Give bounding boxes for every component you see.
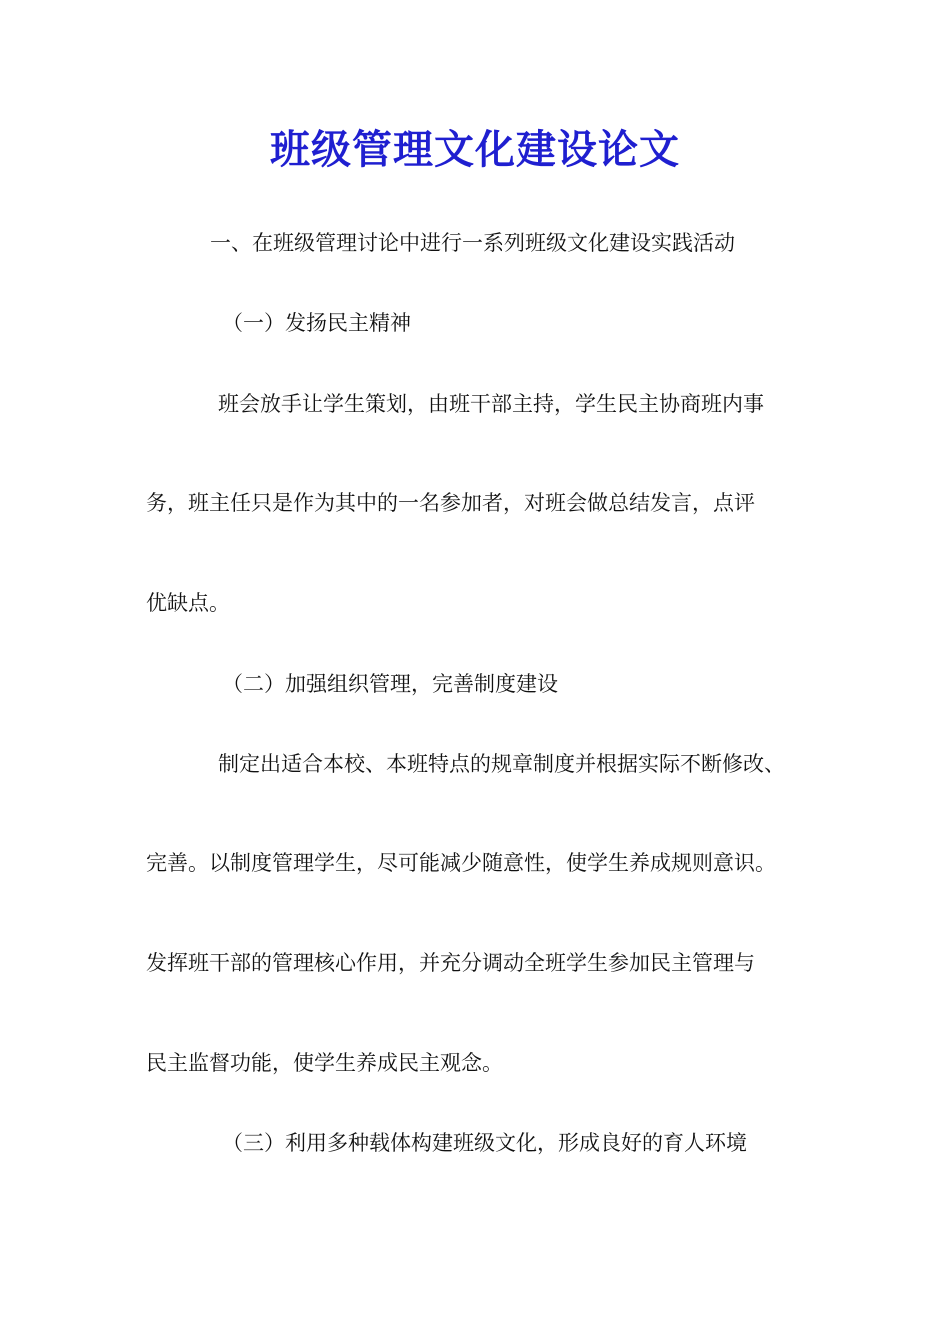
paragraph-line: 民主监督功能，使学生养成民主观念。 [146, 1051, 503, 1075]
section-heading-1: 一、在班级管理讨论中进行一系列班级文化建设实践活动 [210, 231, 735, 255]
subsection-heading-2: （二）加强组织管理，完善制度建设 [222, 672, 558, 696]
document-title: 班级管理文化建设论文 [270, 126, 680, 173]
paragraph-line: 完善。以制度管理学生，尽可能减少随意性，使学生养成规则意识。 [146, 851, 776, 875]
subsection-heading-3: （三）利用多种载体构建班级文化，形成良好的育人环境 [222, 1131, 747, 1155]
paragraph-line: 发挥班干部的管理核心作用，并充分调动全班学生参加民主管理与 [146, 951, 755, 975]
paragraph-line: 务，班主任只是作为其中的一名参加者，对班会做总结发言，点评 [146, 491, 755, 515]
paragraph-line: 班会放手让学生策划，由班干部主持，学生民主协商班内事 [218, 392, 764, 416]
paragraph-line: 制定出适合本校、本班特点的规章制度并根据实际不断修改、 [218, 752, 785, 776]
paragraph-line: 优缺点。 [146, 591, 230, 615]
subsection-heading-1: （一）发扬民主精神 [222, 311, 411, 335]
